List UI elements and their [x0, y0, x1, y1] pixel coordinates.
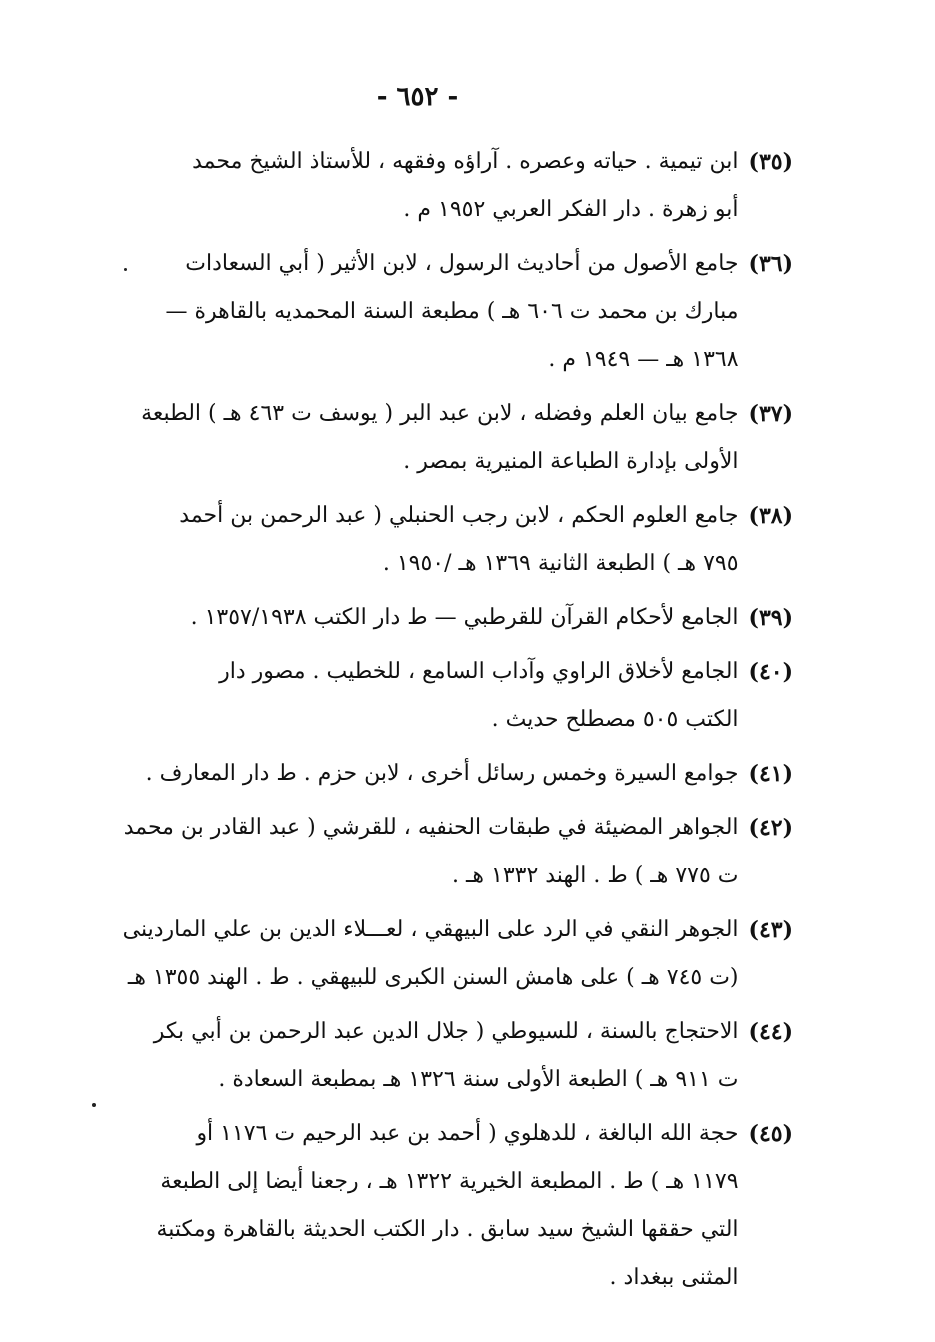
entry-number: (٣٩)	[748, 605, 793, 631]
entry-line: ١٣٦٨ هـ — ١٩٤٩ م .	[548, 347, 739, 372]
entry-line: جامع العلوم الحكم ، لابن رجب الحنبلي ( عبد الرحمن بن أحمد	[179, 503, 739, 528]
entry-line: الجوهر النقي في الرد على البيهقي ، لعـــلاء الدين بن علي الماردينى	[122, 917, 739, 942]
entry-text	[133, 240, 739, 384]
entry-line: الجامع لأخلاق الراوي وآداب السامع ، للخطيب . مصور دار	[219, 659, 739, 684]
bibliography-entry	[123, 804, 793, 900]
bibliography-entry	[122, 906, 793, 1002]
entry-line: ١١٧٩ هـ ) ط . المطبعة الخيرية ١٣٢٢ هـ ، رجعنا أيضا إلى الطبعة	[160, 1169, 739, 1194]
bibliography-entry	[133, 750, 793, 798]
entry-line: مبارك بن محمد ت ٦٠٦ هـ ) مطبعة السنة المحمديه بالقاهرة —	[165, 299, 739, 324]
bibliography-entry	[133, 240, 793, 384]
page-number: - ٦٥٢ -	[376, 82, 459, 112]
entry-number: (٣٥)	[748, 149, 793, 175]
entry-line: ت ٩١١ هـ ) الطبعة الأولى سنة ١٣٢٦ هـ بمطبعة السعادة .	[218, 1067, 739, 1092]
entry-line: التي حققها الشيخ سيد سابق . دار الكتب الحديثة بالقاهرة ومكتبة	[156, 1217, 739, 1242]
entry-text	[123, 906, 739, 1002]
entry-number: (٤٥)	[748, 1121, 793, 1147]
bibliography-entry	[133, 138, 793, 234]
bibliography-entry	[133, 1008, 793, 1104]
entry-line: ٧٩٥ هـ ) الطبعة الثانية ١٣٦٩ هـ /١٩٥٠ .	[382, 551, 739, 576]
entry-line: الأولى بإدارة الطباعة المنيرية بمصر .	[403, 449, 739, 474]
bibliography-entry	[133, 1110, 793, 1302]
entry-number: (٤٣)	[748, 917, 793, 943]
entry-number: (٣٧)	[748, 401, 793, 427]
ink-speck	[124, 268, 127, 271]
entry-text	[124, 804, 739, 900]
entry-line: جامع الأصول من أحاديث الرسول ، لابن الأثير ( أبي السعادات	[185, 251, 739, 276]
entry-line: ابن تيمية . حياته وعصره . آراؤه وفقهه ، للأستاذ الشيخ محمد	[192, 149, 739, 174]
entry-line: جوامع السيرة وخمس رسائل أخرى ، لابن حزم . ط دار المعارف .	[145, 761, 739, 786]
entry-line: أبو زهرة . دار الفكر العربي ١٩٥٢ م .	[403, 197, 739, 222]
entry-number: (٤٢)	[748, 815, 793, 841]
entry-line: جامع بيان العلم وفضله ، لابن عبد البر ( يوسف ت ٤٦٣ هـ ) الطبعة	[141, 401, 739, 426]
entry-line: المثنى ببغداد .	[609, 1265, 739, 1290]
entry-line: الاحتجاج بالسنة ، للسيوطي ( جلال الدين عبد الرحمن بن أبي بكر	[153, 1019, 739, 1044]
entry-text	[133, 750, 739, 798]
entry-line: (ت ٧٤٥ هـ ) على هامش السنن الكبرى للبيهقي . ط . الهند ١٣٥٥ هـ	[127, 965, 739, 990]
entry-text	[133, 648, 739, 744]
bibliography-entry	[133, 390, 793, 486]
entry-number: (٤٤)	[748, 1019, 793, 1045]
bibliography-entry	[133, 594, 793, 642]
entry-text	[133, 1110, 739, 1302]
entry-line: حجة الله البالغة ، للدهلوي ( أحمد بن عبد الرحيم ت ١١٧٦ أو	[196, 1121, 739, 1146]
bibliography-entry	[133, 648, 793, 744]
ink-speck	[92, 1103, 96, 1107]
entry-line: الكتب ٥٠٥ مصطلح حديث .	[491, 707, 739, 732]
entry-line: الجامع لأحكام القرآن للقرطبي — ط دار الكتب ١٣٥٧/١٩٣٨ .	[190, 605, 739, 630]
bibliography-entry	[133, 492, 793, 588]
entry-text	[133, 594, 739, 642]
bibliography-list	[122, 138, 793, 1308]
entry-number: (٤١)	[748, 761, 793, 787]
entry-number: (٣٨)	[748, 503, 793, 529]
entry-number: (٤٠)	[748, 659, 793, 685]
entry-text	[133, 138, 739, 234]
entry-text	[133, 390, 739, 486]
entry-line: الجواهر المضيئة في طبقات الحنفيه ، للقرشي ( عبد القادر بن محمد	[123, 815, 739, 840]
entry-number: (٣٦)	[748, 251, 793, 277]
entry-line: ت ٧٧٥ هـ ) ط . الهند ١٣٣٢ هـ .	[451, 863, 739, 888]
entry-text	[133, 1008, 739, 1104]
entry-text	[133, 492, 739, 588]
